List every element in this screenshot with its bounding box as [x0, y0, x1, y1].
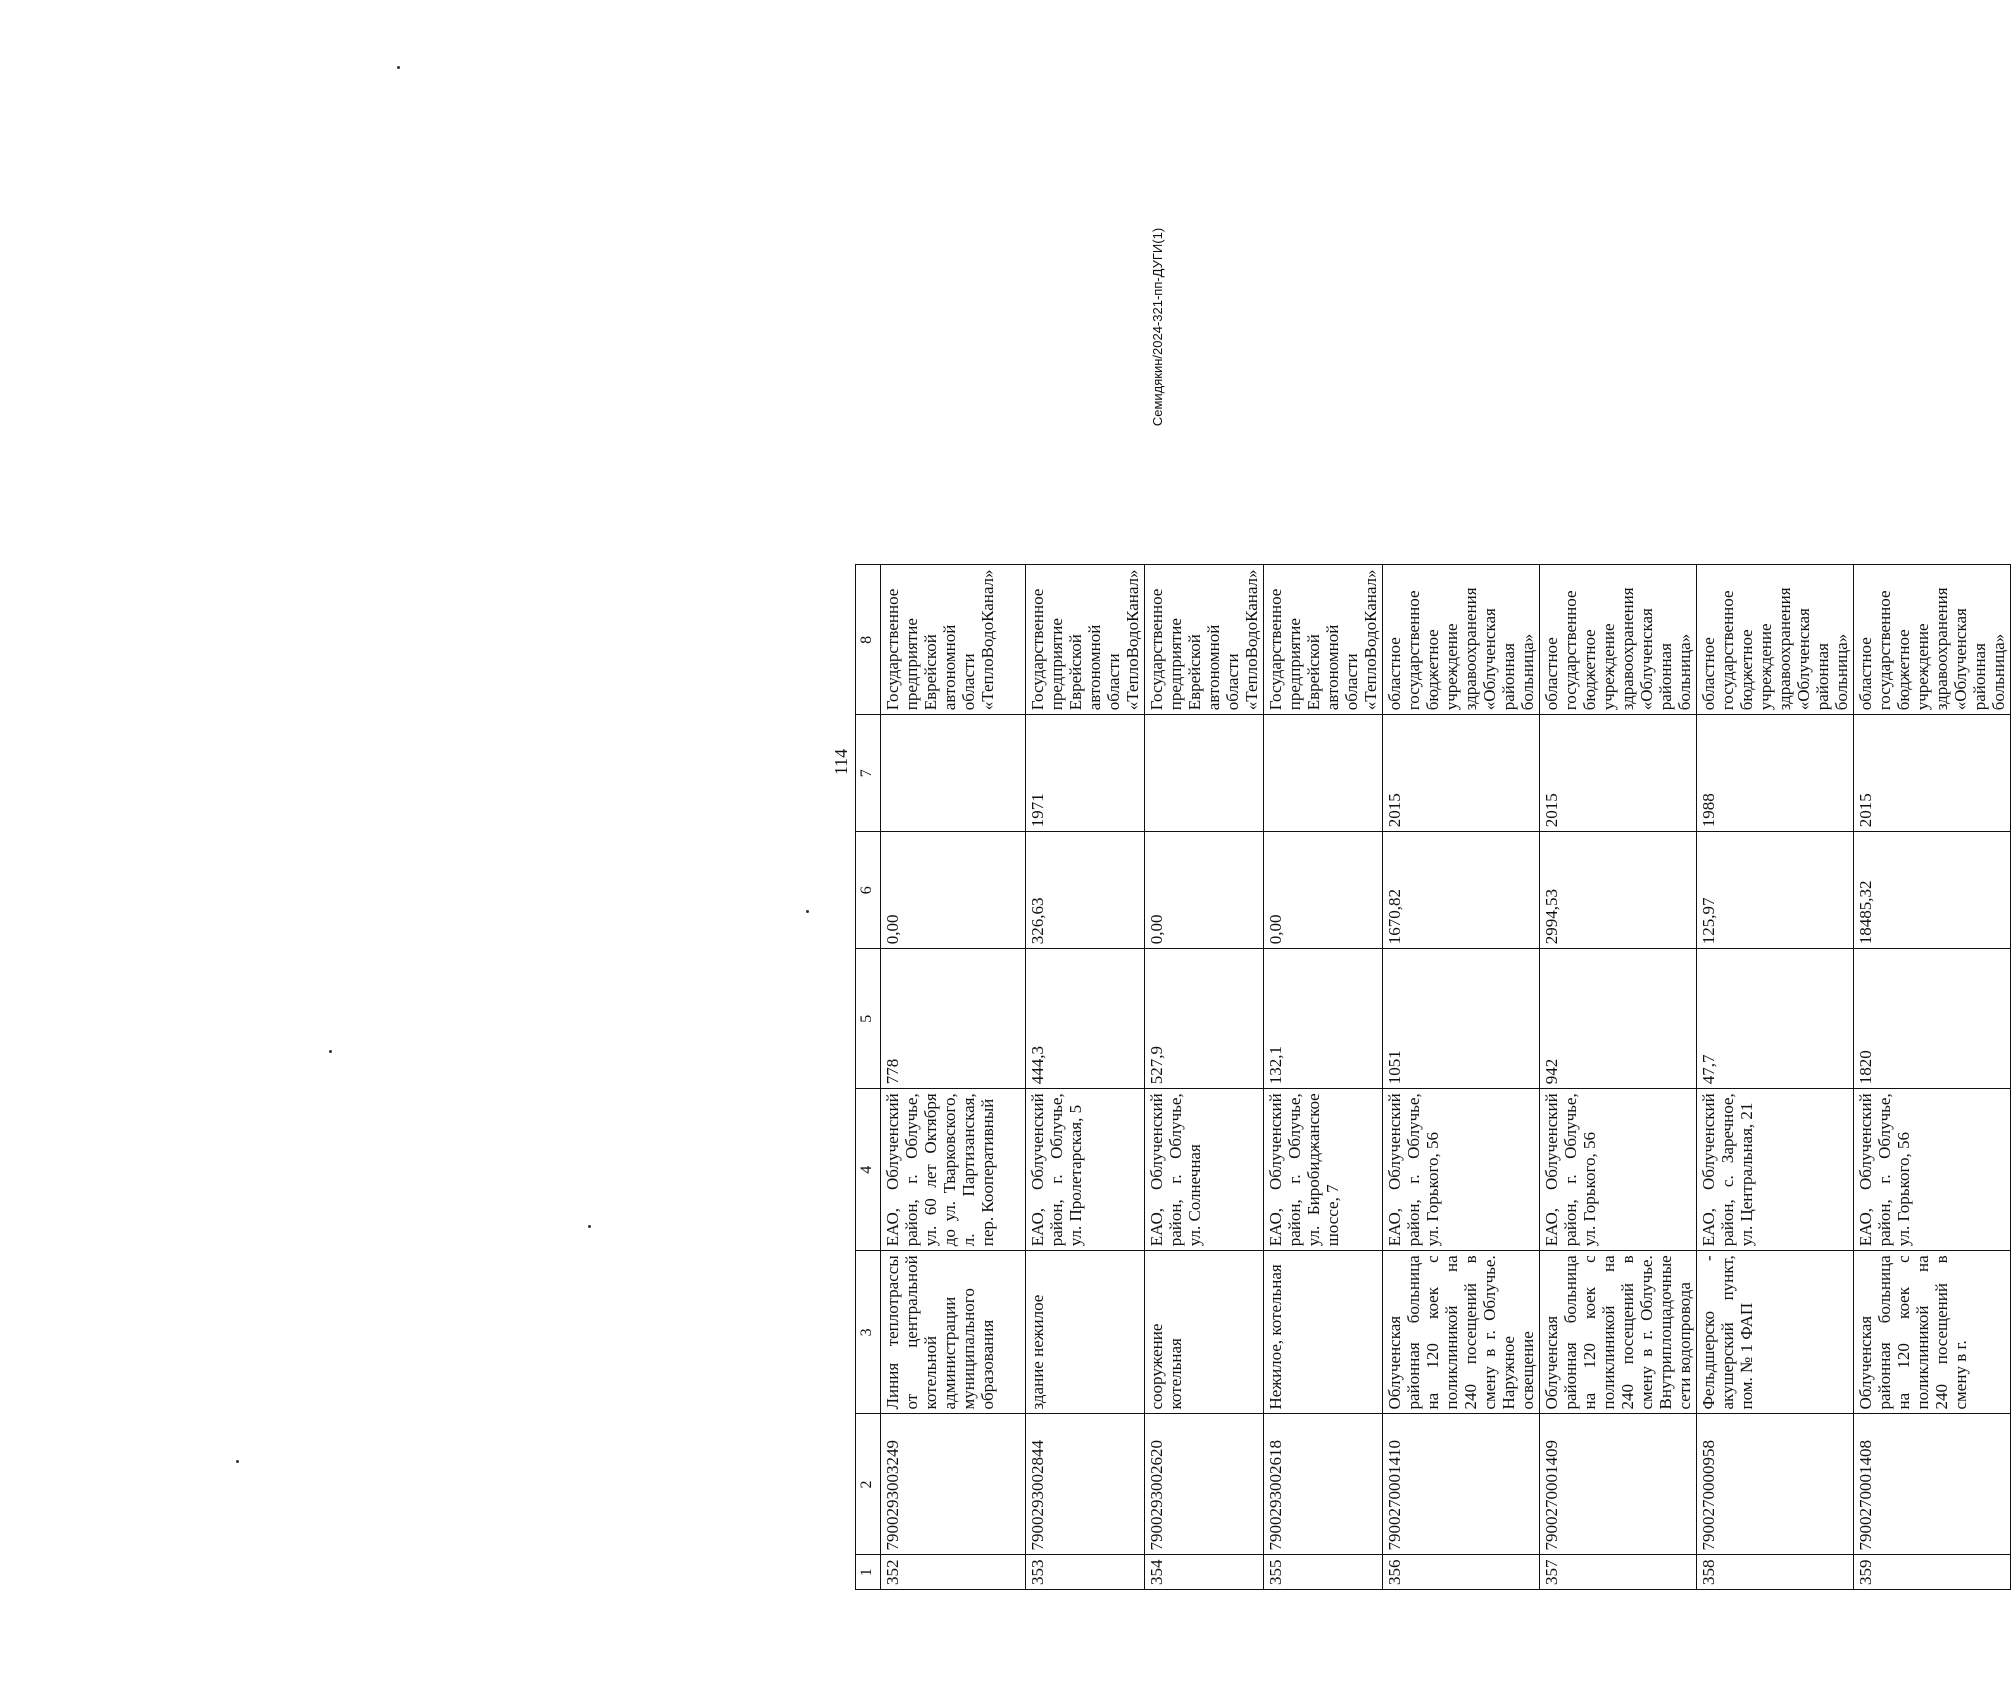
object-area: 444,3 [1026, 949, 1145, 1089]
scan-speck [329, 1050, 332, 1053]
row-number: 356 [1383, 1555, 1540, 1590]
table-row [1383, 565, 1540, 1590]
object-name: Облученская районная больница на 120 коек с поликлиникой на 240 посещений в смену в г. [1854, 1251, 2011, 1414]
col-header: 8 [856, 565, 881, 715]
table-row [881, 565, 1026, 1590]
cadastral-code: 7900293003249 [881, 1414, 1026, 1555]
object-year: 2015 [1383, 715, 1540, 832]
cadastral-code: 7900270001409 [1540, 1414, 1697, 1555]
row-number: 355 [1264, 1555, 1383, 1590]
object-holder: областное государственное бюджетное учреждение здравоохранения «Облученская районная больница» [1540, 565, 1697, 715]
object-name: Облученская районная больница на 120 коек с поликлиникой на 240 посещений в смену в г. Облучье. Наружное освещение [1383, 1251, 1540, 1414]
table-row [1697, 565, 1854, 1590]
object-address: ЕАО, Облученский район, г. Облучье, ул. 60 лет Октября до ул. Тварковского, л. Партизанская, пер. Кооперативный [881, 1089, 1026, 1251]
object-holder: Государственное предприятие Еврейской автономной области «ТеплоВодоКанал» [1145, 565, 1264, 715]
object-area: 47,7 [1697, 949, 1854, 1089]
row-number: 359 [1854, 1555, 2011, 1590]
table-row [1145, 565, 1264, 1590]
object-holder: областное государственное бюджетное учреждение здравоохранения «Облученская районная больница» [1383, 565, 1540, 715]
scan-speck [236, 1460, 239, 1463]
object-address: ЕАО, Облученский район, г. Облучье, ул. Пролетарская, 5 [1026, 1089, 1145, 1251]
object-year [1264, 715, 1383, 832]
footer-code: Семидякин/2024-321-пп-ДУГИ(1) [1150, 227, 1165, 427]
object-holder: Государственное предприятие Еврейской автономной области «ТеплоВодоКанал» [881, 565, 1026, 715]
object-year: 2015 [1854, 715, 2011, 832]
row-number: 353 [1026, 1555, 1145, 1590]
object-name: Линия теплотрассы от центральной котельной администрации муниципального образования [881, 1251, 1026, 1414]
cadastral-code: 7900270001408 [1854, 1414, 2011, 1555]
object-cost: 0,00 [1264, 832, 1383, 949]
object-area: 942 [1540, 949, 1697, 1089]
scan-speck [588, 1225, 591, 1228]
object-address: ЕАО, Облученский район, г. Облучье, ул. Горького, 56 [1854, 1089, 2011, 1251]
object-cost: 326,63 [1026, 832, 1145, 949]
col-header: 5 [856, 949, 881, 1089]
row-number: 357 [1540, 1555, 1697, 1590]
cadastral-code: 7900293002844 [1026, 1414, 1145, 1555]
object-name: Нежилое, котельная [1264, 1251, 1383, 1414]
cadastral-code: 7900293002618 [1264, 1414, 1383, 1555]
object-area: 1051 [1383, 949, 1540, 1089]
object-year [881, 715, 1026, 832]
object-year: 1988 [1697, 715, 1854, 832]
table-row [1540, 565, 1697, 1590]
object-address: ЕАО, Облученский район, с. Заречное, ул. Центральная, 21 [1697, 1089, 1854, 1251]
object-area: 132,1 [1264, 949, 1383, 1089]
cadastral-code: 7900270000958 [1697, 1414, 1854, 1555]
col-header: 3 [856, 1251, 881, 1414]
object-name: Фельдшерско - акушерский пункт, пом. № 1 ФАП [1697, 1251, 1854, 1414]
page-number: 114 [831, 748, 851, 776]
scan-speck [397, 66, 400, 69]
object-address: ЕАО, Облученский район, г. Облучье, ул. Биробиджанское шоссе, 7 [1264, 1089, 1383, 1251]
row-number: 354 [1145, 1555, 1264, 1590]
header-row [856, 565, 881, 1590]
cadastral-code: 7900270001410 [1383, 1414, 1540, 1555]
table-row [1264, 565, 1383, 1590]
object-name: Облученская районная больница на 120 коек с поликлиникой на 240 посещений в смену в г. Облучье. Внутриплощадочные сети водопровода [1540, 1251, 1697, 1414]
object-cost: 125,97 [1697, 832, 1854, 949]
col-header: 4 [856, 1089, 881, 1251]
object-cost: 1670,82 [1383, 832, 1540, 949]
object-address: ЕАО, Облученский район, г. Облучье, ул. Солнечная [1145, 1089, 1264, 1251]
scan-speck [806, 910, 809, 913]
object-cost: 2994,53 [1540, 832, 1697, 949]
object-name: сооружение котельная [1145, 1251, 1264, 1414]
object-holder: Государственное предприятие Еврейской автономной области «ТеплоВодоКанал» [1264, 565, 1383, 715]
object-address: ЕАО, Облученский район, г. Облучье, ул. Горького, 56 [1540, 1089, 1697, 1251]
registry-table [855, 564, 2011, 1590]
object-name: здание нежилое [1026, 1251, 1145, 1414]
row-number: 358 [1697, 1555, 1854, 1590]
col-header: 1 [856, 1555, 881, 1590]
col-header: 6 [856, 832, 881, 949]
row-number: 352 [881, 1555, 1026, 1590]
object-holder: Государственное предприятие Еврейской автономной области «ТеплоВодоКанал» [1026, 565, 1145, 715]
object-year [1145, 715, 1264, 832]
object-holder: областное государственное бюджетное учреждение здравоохранения «Облученская районная больница» [1854, 565, 2011, 715]
object-address: ЕАО, Облученский район, г. Облучье, ул. Горького, 56 [1383, 1089, 1540, 1251]
object-year: 1971 [1026, 715, 1145, 832]
col-header: 2 [856, 1414, 881, 1555]
object-cost: 18485,32 [1854, 832, 2011, 949]
col-header: 7 [856, 715, 881, 832]
object-holder: областное государственное бюджетное учреждение здравоохранения «Облученская районная больница» [1697, 565, 1854, 715]
object-area: 527,9 [1145, 949, 1264, 1089]
object-area: 1820 [1854, 949, 2011, 1089]
object-area: 778 [881, 949, 1026, 1089]
object-year: 2015 [1540, 715, 1697, 832]
table-row [1026, 565, 1145, 1590]
cadastral-code: 7900293002620 [1145, 1414, 1264, 1555]
object-cost: 0,00 [1145, 832, 1264, 949]
table-row [1854, 565, 2011, 1590]
object-cost: 0,00 [881, 832, 1026, 949]
